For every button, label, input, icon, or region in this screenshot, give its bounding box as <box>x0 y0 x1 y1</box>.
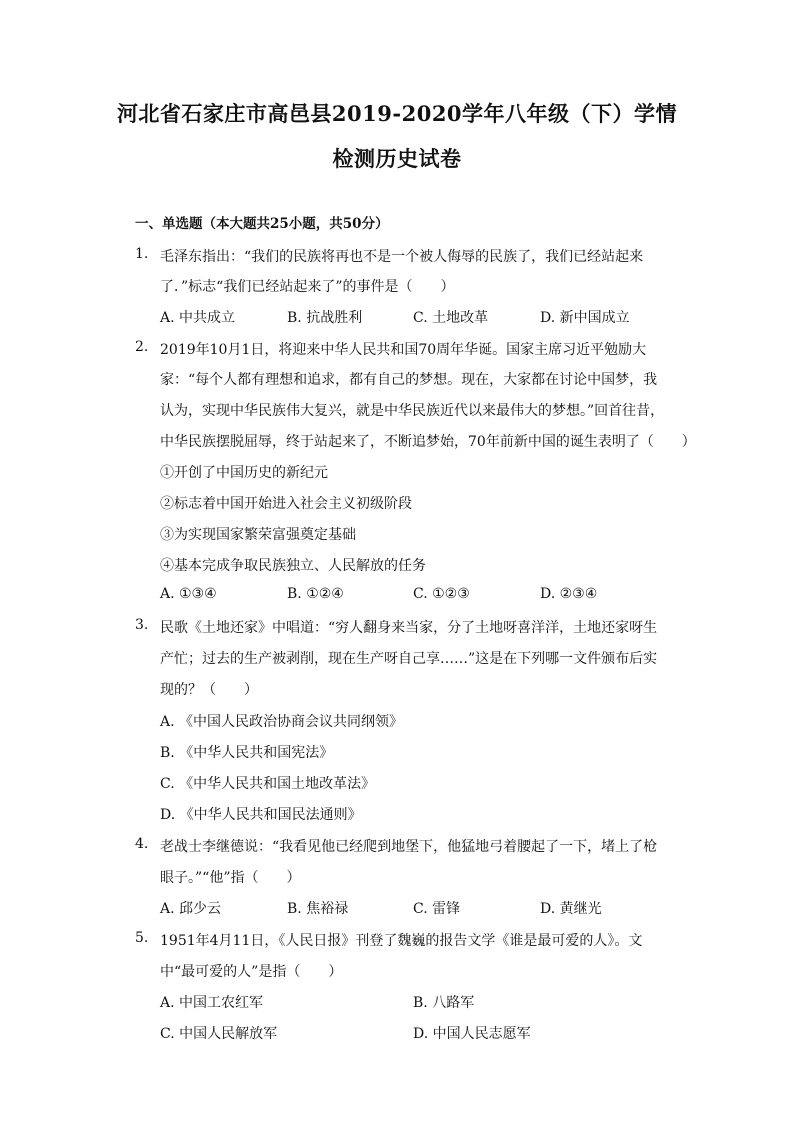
question-3-option-b: B. 《中华人民共和国宪法》 <box>160 745 334 761</box>
question-3-stem-line: 现的？（ ） <box>160 682 258 698</box>
question-2-stem-line: 中华民族摆脱屈辱，终于站起来了，不断追梦始，70年前新中国的诞生表明了（ ） <box>160 434 696 450</box>
question-2-stem-line: 2019年10月1日，将迎来中华人民共和国70周年华诞。国家主席习近平勉励大 <box>160 342 647 358</box>
question-5-number: 5. <box>135 930 149 946</box>
exam-title-line1: 河北省石家庄市高邑县2019-2020学年八年级（下）学情 <box>116 101 678 126</box>
question-1-option-d: D. 新中国成立 <box>540 310 630 326</box>
question-4-stem-line: 老战士李继德说：“我看见他已经爬到地堡下，他猛地弓着腰起了一下，堵上了枪 <box>160 839 658 855</box>
question-1-stem-line: 毛泽东指出：“我们的民族将再也不是一个被人侮辱的民族了，我们已经站起来 <box>160 249 644 265</box>
question-1-stem-line: 了．”标志“我们已经站起来了”的事件是（ ） <box>160 279 455 295</box>
question-5-option-a: A. 中国工农红军 <box>160 995 264 1011</box>
question-4-option-d: D. 黄继光 <box>540 901 602 917</box>
question-2-statement: ③为实现国家繁荣富强奠定基础 <box>160 527 356 543</box>
question-2-option-b: B. ①②④ <box>287 586 344 602</box>
question-1-option-a: A. 中共成立 <box>160 310 236 326</box>
question-2-stem-line: 认为，实现中华民族伟大复兴，就是中华民族近代以来最伟大的梦想。”回首往昔， <box>160 403 665 419</box>
question-4-option-b: B. 焦裕禄 <box>287 901 349 917</box>
question-2-option-a: A. ①③④ <box>160 586 217 602</box>
question-3-option-a: A. 《中国人民政治协商会议共同纲领》 <box>160 714 404 730</box>
question-1-number: 1. <box>135 246 149 262</box>
question-3-option-c: C. 《中华人民共和国土地改革法》 <box>160 776 376 792</box>
question-5-option-d: D. 中国人民志愿军 <box>413 1026 531 1042</box>
question-3-option-d: D. 《中华人民共和国民法通则》 <box>160 807 362 823</box>
question-4-option-a: A. 邱少云 <box>160 901 222 917</box>
question-1-option-b: B. 抗战胜利 <box>287 310 363 326</box>
question-3-stem-line: 产忙；过去的生产被剥削，现在生产呀自己享……”这是在下列哪一文件颁布后实 <box>160 651 658 667</box>
question-2-statement: ④基本完成争取民族独立、人民解放的任务 <box>160 558 426 574</box>
exam-title-line2: 检测历史试卷 <box>332 146 462 171</box>
question-3-number: 3. <box>135 617 149 633</box>
question-5-stem-line: 中“最可爱的人”是指（ ） <box>160 964 343 980</box>
question-2-option-c: C. ①②③ <box>413 586 470 602</box>
question-2-number: 2. <box>135 339 149 355</box>
question-2-option-d: D. ②③④ <box>540 586 598 602</box>
question-4-stem-line: 眼子。”“他”指（ ） <box>160 870 301 886</box>
question-2-statement: ②标志着中国开始进入社会主义初级阶段 <box>160 496 412 512</box>
question-3-stem-line: 民歌《土地还家》中唱道：“穷人翻身来当家，分了土地呀喜洋洋，土地还家呀生 <box>160 620 658 636</box>
question-4-option-c: C. 雷锋 <box>413 901 461 917</box>
question-5-option-c: C. 中国人民解放军 <box>160 1026 278 1042</box>
question-4-number: 4. <box>135 836 149 852</box>
question-5-option-b: B. 八路军 <box>413 995 475 1011</box>
question-2-statement: ①开创了中国历史的新纪元 <box>160 465 328 481</box>
question-5-stem-line: 1951年4月11日，《人民日报》刊登了魏巍的报告文学《谁是最可爱的人》。文 <box>160 933 643 949</box>
question-2-stem-line: 家：“每个人都有理想和追求，都有自己的梦想。现在，大家都在讨论中国梦，我 <box>160 372 658 388</box>
question-1-option-c: C. 土地改革 <box>413 310 489 326</box>
section-header: 一、单选题（本大题共25小题，共50分） <box>135 216 389 232</box>
